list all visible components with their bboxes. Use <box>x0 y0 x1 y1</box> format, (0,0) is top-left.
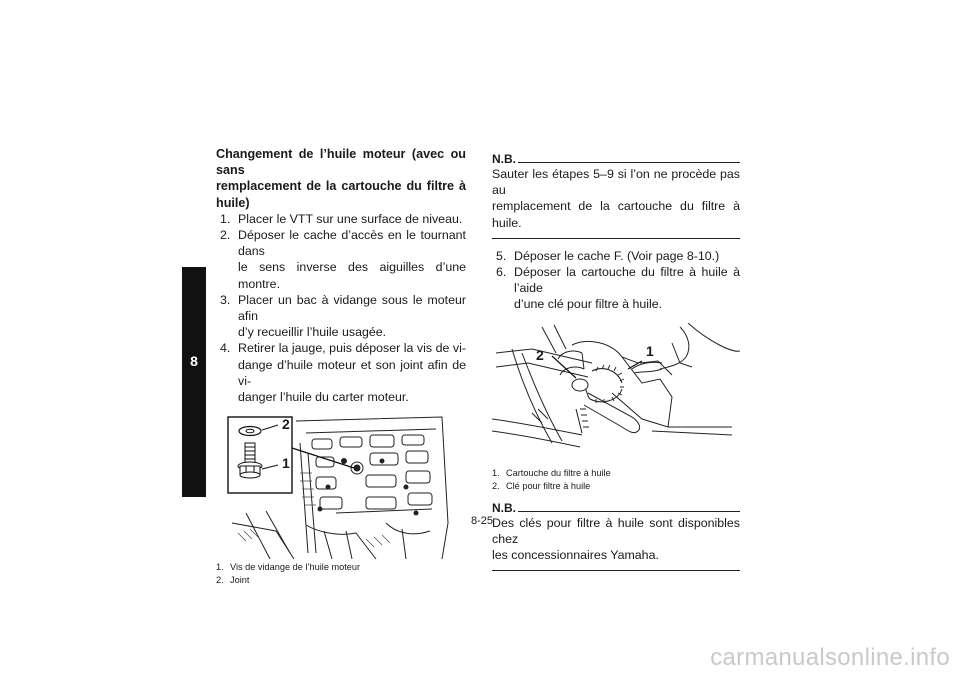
step-3: 3. Placer un bac à vidange sous le moteur afin d’y recueillir l’huile usagée. <box>220 292 466 340</box>
chapter-tab: 8 <box>182 267 206 497</box>
figure-caption-left <box>216 561 466 587</box>
note-2-title: N.B. <box>492 497 740 515</box>
caption-item: 2. Clé pour filtre à huile <box>492 480 591 491</box>
step-4: 4. Retirer la jauge, puis déposer la vis de vi- dange d’huile moteur et son joint afin de vi- danger l’huile du carter moteur. <box>220 341 466 405</box>
drain-bolt-illustration <box>216 413 466 559</box>
callout-1-left: 1 <box>282 455 290 472</box>
oil-filter-illustration <box>492 323 740 463</box>
caption-item: 1. Vis de vidange de l’huile moteur <box>216 562 361 573</box>
note-2-text: Des clés pour filtre à huile sont disponibles chez les concessionnaires Yamaha. <box>492 515 740 563</box>
note-1-text: Sauter les étapes 5–9 si l’on ne procède pas au remplacement de la cartouche du filtre à huile. <box>492 167 740 230</box>
callout-2-left: 2 <box>282 416 290 433</box>
step-2: 2. Déposer le cache d’accès en le tournant dans le sens inverse des aiguilles d’une montre. <box>220 228 466 291</box>
note-rule <box>518 162 740 163</box>
note-rule <box>518 511 740 512</box>
callout-2-right: 2 <box>536 346 544 363</box>
caption-item: 1. Cartouche du filtre à huile <box>492 467 611 478</box>
steps-list-left <box>216 211 466 405</box>
section-heading: Changement de l’huile moteur (avec ou sans remplacement de la cartouche du filtre à huile) <box>216 147 466 210</box>
note-2-end-rule <box>492 570 740 571</box>
note-1-title: N.B. <box>492 148 740 166</box>
step-1: 1. Placer le VTT sur une surface de niveau. <box>220 211 463 226</box>
step-6: 6. Déposer la cartouche du filtre à huile à l’aide d’une clé pour filtre à huile. <box>496 265 740 312</box>
callout-1-right: 1 <box>646 342 654 359</box>
step-5: 5. Déposer le cache F. (Voir page 8-10.) <box>496 248 720 263</box>
page-number: 8-25 <box>470 515 494 527</box>
left-column <box>216 146 466 587</box>
note-1-end-rule <box>492 238 740 239</box>
watermark: carmanualsonline.info <box>710 644 950 671</box>
steps-list-right <box>492 248 740 313</box>
figure-caption-right <box>492 467 740 493</box>
right-column <box>492 146 740 571</box>
oil-filter-wrench-drawing <box>492 323 740 463</box>
engine-underside-drawing <box>216 413 466 559</box>
caption-item: 2. Joint <box>216 575 250 586</box>
